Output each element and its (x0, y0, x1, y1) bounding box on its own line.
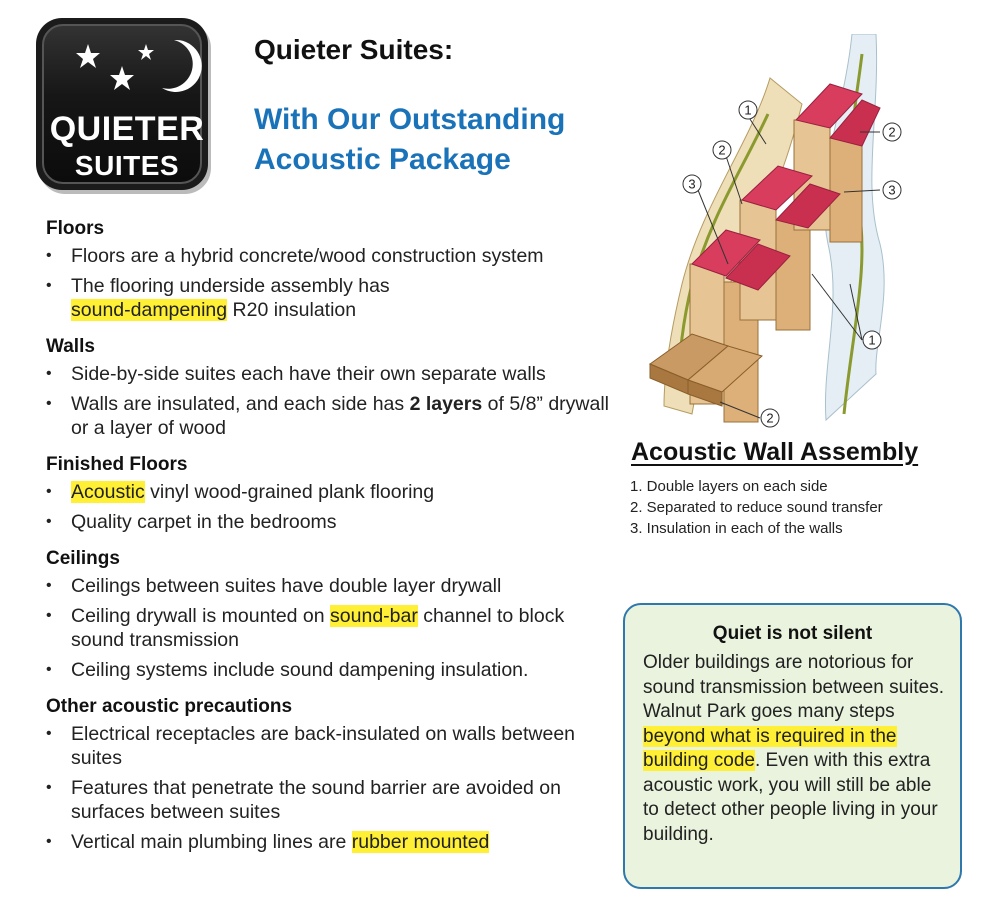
callout-number: 3 (888, 182, 896, 198)
callout-number: 1 (744, 102, 752, 118)
callout-number: 3 (688, 176, 696, 192)
list-item (46, 274, 616, 322)
diagram-legend (630, 476, 883, 539)
list-item: • Floors are a hybrid concrete/wood construction system (46, 244, 616, 268)
callout-heading: Quiet is not silent (712, 623, 873, 644)
highlighted-text: Acoustic (71, 481, 145, 503)
legend-item: 3. Insulation in each of the walls (630, 520, 843, 537)
bullet-list (46, 362, 616, 440)
callout-number: 2 (718, 142, 726, 158)
diagram-title: Acoustic Wall Assembly (631, 438, 919, 466)
callout-text (643, 651, 944, 847)
bullet-list (46, 574, 616, 682)
highlighted-text: rubber mounted (351, 831, 490, 853)
bullet-list (46, 244, 616, 322)
page-subtitle: With Our Outstanding Acoustic Package (254, 103, 566, 176)
legend-item: 2. Separated to reduce sound transfer (630, 499, 883, 516)
section-walls (46, 332, 616, 440)
bullet-list (46, 722, 616, 854)
moon-stars-icon (44, 26, 204, 116)
item-text: Walls are insulated, and each side has (71, 393, 410, 415)
quiet-not-silent-callout (623, 603, 962, 889)
section-ceilings (46, 544, 616, 682)
logo-badge (42, 24, 205, 184)
item-text: R20 insulation (227, 299, 357, 321)
list-item (46, 830, 616, 854)
highlighted-text: sound-bar (330, 605, 418, 627)
section-other-precautions (46, 692, 616, 854)
item-text: The flooring underside assembly has (71, 275, 390, 297)
highlighted-text: beyond what is required in the building code (643, 725, 897, 771)
callout-number: 2 (888, 124, 896, 140)
callout-number: 1 (868, 332, 876, 348)
callout-text-part: . Even with this extra acoustic work, you will still be able to detect other people living in your building. (643, 750, 938, 845)
section-heading: Finished Floors (46, 454, 188, 475)
section-heading: Ceilings (46, 548, 120, 569)
list-item: • Ceilings between suites have double layer drywall (46, 574, 616, 598)
list-item: • Side-by-side suites each have their own separate walls (46, 362, 616, 386)
item-text: Vertical main plumbing lines are (71, 831, 352, 853)
page-title: Quieter Suites: (254, 34, 454, 65)
list-item: • Ceiling systems include sound dampening insulation. (46, 658, 616, 682)
quieter-suites-logo (36, 18, 208, 190)
section-heading: Floors (46, 218, 105, 239)
section-heading: Other acoustic precautions (46, 696, 293, 717)
section-finished-floors (46, 450, 616, 534)
logo-line-1: QUIETER (49, 110, 205, 148)
callout-text-part: Older buildings are notorious for sound transmission between suites. Walnut Park goes many steps (643, 652, 944, 722)
acoustic-wall-diagram (630, 34, 920, 432)
item-text: vinyl wood-grained plank flooring (144, 481, 435, 503)
item-text: of 5/8” drywall or a layer of wood (71, 393, 610, 439)
logo-line-2: SUITES (74, 150, 180, 181)
bullet-list (46, 480, 616, 534)
callout-number: 2 (766, 410, 774, 426)
legend-item: 1. Double layers on each side (630, 478, 828, 495)
item-text: Ceiling drywall is mounted on (71, 605, 331, 627)
features-content (46, 214, 616, 864)
list-item: • Quality carpet in the bedrooms (46, 510, 616, 534)
list-item (46, 480, 616, 504)
list-item (46, 604, 616, 652)
list-item: • Features that penetrate the sound barrier are avoided on surfaces between suites (46, 776, 616, 824)
section-heading: Walls (46, 336, 95, 357)
list-item: • Electrical receptacles are back-insulated on walls between suites (46, 722, 616, 770)
section-floors (46, 214, 616, 322)
item-text: channel to block sound transmission (71, 605, 565, 651)
list-item (46, 392, 616, 440)
highlighted-text: sound-dampening (71, 299, 228, 321)
bold-text: 2 layers (409, 393, 483, 415)
